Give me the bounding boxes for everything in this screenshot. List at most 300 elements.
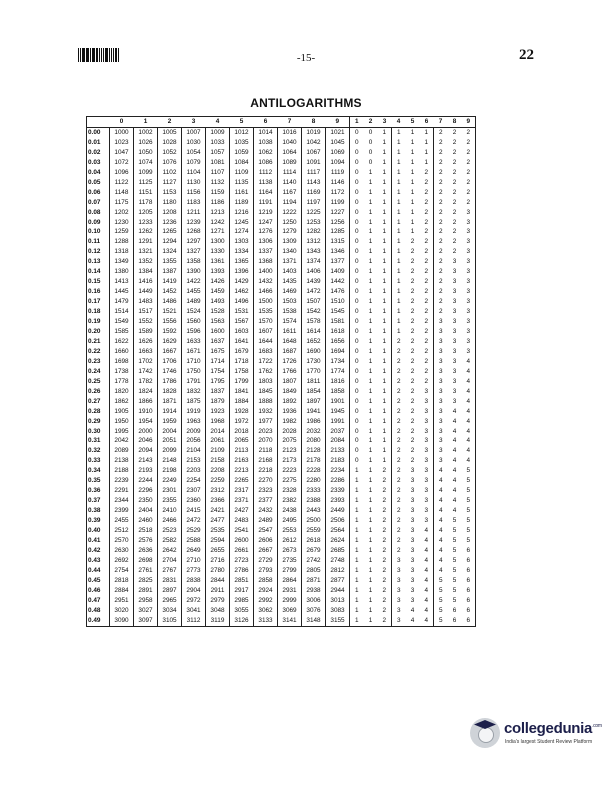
table-cell: 3	[392, 596, 406, 606]
row-label: 0.47	[87, 596, 110, 606]
table-cell: 1	[368, 178, 373, 186]
table-cell: 2388	[302, 496, 326, 506]
table-cell: 1377	[326, 257, 350, 267]
table-cell: 2296	[134, 486, 158, 496]
table-cell: 1968	[206, 417, 230, 427]
table-cell: 2	[392, 506, 406, 516]
column-header: 9	[326, 117, 350, 128]
table-cell: 1005	[158, 127, 182, 137]
table-cell: 1042	[302, 138, 326, 148]
row-label: 0.49	[87, 616, 110, 626]
table-cell: 2	[382, 566, 387, 574]
table-cell: 2393	[326, 496, 350, 506]
table-cell: 1225	[302, 208, 326, 218]
table-cell: 1	[350, 606, 364, 616]
table-cell: 4	[462, 417, 476, 427]
table-cell: 3069	[278, 606, 302, 616]
table-cell: 1435	[278, 277, 302, 287]
table-cell: 1125	[134, 178, 158, 188]
row-label: 0.36	[87, 486, 110, 496]
table-cell: 1556	[158, 317, 182, 327]
table-cell: 2	[434, 247, 448, 257]
table-cell: 1387	[158, 267, 182, 277]
table-cell: 3	[410, 556, 415, 564]
table-cell: 3	[410, 467, 415, 475]
table-cell: 1545	[326, 307, 350, 317]
table-cell: 1059	[230, 148, 254, 158]
table-cell: 2009	[182, 427, 206, 437]
table-cell: 2	[434, 208, 448, 218]
table-cell: 3	[434, 347, 448, 357]
table-cell: 2	[410, 278, 415, 286]
table-cell: 1153	[158, 188, 182, 198]
table-cell: 2477	[206, 516, 230, 526]
table-cell: 2	[382, 546, 387, 554]
table-cell: 1641	[230, 337, 254, 347]
table-cell: 3090	[110, 616, 134, 626]
table-cell: 3	[410, 517, 415, 525]
table-cell: 1567	[230, 317, 254, 327]
table-cell: 1507	[302, 297, 326, 307]
table-cell: 5	[462, 506, 476, 516]
table-cell: 4	[452, 437, 457, 445]
table-cell: 1000	[110, 127, 134, 137]
table-cell: 1742	[134, 367, 158, 377]
brand-tagline: India's largest Student Review Platform	[505, 739, 593, 745]
table-cell: 1	[382, 258, 387, 266]
table-cell: 5	[452, 586, 457, 594]
table-cell: 2	[462, 138, 476, 148]
table-cell: 1455	[182, 287, 206, 297]
table-cell: 2438	[278, 506, 302, 516]
table-cell: 2	[424, 318, 429, 326]
table-cell: 1770	[302, 367, 326, 377]
table-cell: 2891	[134, 586, 158, 596]
table-cell: 1683	[254, 347, 278, 357]
row-label: 0.22	[87, 347, 110, 357]
table-cell: 1	[382, 377, 387, 385]
table-cell: 1164	[254, 188, 278, 198]
table-cell: 2	[382, 487, 387, 495]
table-cell: 2710	[182, 556, 206, 566]
column-header: 2	[158, 117, 182, 128]
table-cell: 2594	[206, 536, 230, 546]
table-cell: 1197	[302, 198, 326, 208]
table-cell: 1928	[230, 407, 254, 417]
table-cell: 1084	[230, 158, 254, 168]
table-cell: 5	[434, 616, 448, 626]
table-row	[87, 327, 476, 337]
table-cell: 3	[424, 507, 429, 515]
table-cell: 0	[350, 208, 364, 218]
table-cell: 1862	[110, 397, 134, 407]
table-cell: 0	[350, 446, 364, 456]
table-cell: 5	[462, 526, 476, 536]
table-cell: 4	[424, 576, 429, 584]
table-cell: 2	[462, 198, 476, 208]
table-cell: 2667	[254, 546, 278, 556]
table-cell: 4	[424, 556, 429, 564]
table-cell: 1	[382, 208, 387, 216]
table-cell: 1156	[182, 188, 206, 198]
table-cell: 1337	[254, 247, 278, 257]
table-cell: 1	[368, 427, 373, 435]
table-cell: 2612	[278, 536, 302, 546]
table-cell: 2377	[254, 496, 278, 506]
table-cell: 1738	[110, 367, 134, 377]
table-cell: 4	[434, 466, 448, 476]
table-cell: 1297	[182, 237, 206, 247]
table-cell: 1	[368, 407, 373, 415]
table-cell: 1	[410, 208, 415, 216]
table-cell: 2904	[182, 586, 206, 596]
column-header: 7	[278, 117, 302, 128]
table-cell: 1169	[302, 188, 326, 198]
table-cell: 4	[434, 516, 448, 526]
table-cell: 1972	[230, 417, 254, 427]
table-cell: 1099	[134, 168, 158, 178]
table-cell: 2985	[230, 596, 254, 606]
table-cell: 1138	[254, 178, 278, 188]
table-cell: 1	[368, 228, 373, 236]
table-cell: 6	[452, 606, 457, 614]
table-cell: 3	[462, 267, 476, 277]
table-cell: 1	[392, 307, 406, 317]
table-cell: 3	[410, 596, 415, 604]
table-row	[87, 397, 476, 407]
table-cell: 1033	[206, 138, 230, 148]
table-cell: 2	[410, 268, 415, 276]
table-cell: 3006	[302, 596, 326, 606]
table-cell: 1064	[278, 148, 302, 158]
table-row	[87, 526, 476, 536]
table-cell: 3	[424, 417, 429, 425]
table-cell: 2679	[302, 546, 326, 556]
table-cell: 1439	[302, 277, 326, 287]
table-cell: 2767	[158, 566, 182, 576]
table-cell: 1148	[110, 188, 134, 198]
row-label: 0.29	[87, 417, 110, 427]
table-cell: 1	[410, 168, 415, 176]
table-cell: 1782	[134, 377, 158, 387]
table-cell: 1409	[326, 267, 350, 277]
table-cell: 1127	[158, 178, 182, 188]
table-cell: 2056	[182, 437, 206, 447]
table-cell: 3	[462, 347, 476, 357]
table-cell: 2523	[158, 526, 182, 536]
table-cell: 3	[434, 417, 448, 427]
table-row	[87, 377, 476, 387]
table-cell: 2032	[302, 427, 326, 437]
table-cell: 2864	[278, 576, 302, 586]
table-cell: 1016	[278, 127, 302, 137]
row-label: 0.43	[87, 556, 110, 566]
table-cell: 3	[452, 318, 457, 326]
table-cell: 2844	[206, 576, 230, 586]
table-cell: 1	[392, 237, 406, 247]
table-cell: 1	[368, 308, 373, 316]
table-row	[87, 516, 476, 526]
table-cell: 1300	[206, 237, 230, 247]
table-cell: 1	[368, 576, 373, 584]
table-cell: 0	[350, 337, 364, 347]
table-cell: 2	[392, 387, 406, 397]
table-cell: 2415	[182, 506, 206, 516]
table-cell: 1549	[110, 317, 134, 327]
table-cell: 1081	[206, 158, 230, 168]
table-cell: 2234	[326, 466, 350, 476]
table-cell: 1340	[278, 247, 302, 257]
table-cell: 1	[368, 497, 373, 505]
table-cell: 2	[410, 447, 415, 455]
table-cell: 1040	[278, 138, 302, 148]
table-cell: 2858	[254, 576, 278, 586]
table-cell: 1	[392, 277, 406, 287]
table-cell: 1265	[158, 227, 182, 237]
table-cell: 1172	[326, 188, 350, 198]
table-cell: 3	[452, 278, 457, 286]
table-cell: 1816	[326, 377, 350, 387]
table-cell: 1945	[326, 407, 350, 417]
table-cell: 1	[392, 168, 406, 178]
table-cell: 2924	[254, 586, 278, 596]
table-cell: 1	[382, 407, 387, 415]
table-cell: 1374	[302, 257, 326, 267]
table-cell: 2	[424, 288, 429, 296]
table-cell: 3	[434, 407, 448, 417]
table-cell: 1528	[206, 307, 230, 317]
table-cell: 2576	[134, 536, 158, 546]
column-header: 8	[448, 117, 462, 128]
table-row	[87, 218, 476, 228]
table-cell: 2	[392, 347, 406, 357]
table-cell: 3	[424, 487, 429, 495]
table-cell: 4	[452, 467, 457, 475]
table-cell: 4	[424, 586, 429, 594]
table-cell: 1045	[326, 138, 350, 148]
table-cell: 0	[350, 168, 364, 178]
table-cell: 1854	[302, 387, 326, 397]
table-cell: 2	[424, 268, 429, 276]
table-cell: 2218	[254, 466, 278, 476]
table-header-row	[87, 117, 476, 128]
table-cell: 1824	[134, 387, 158, 397]
table-cell: 2	[434, 198, 448, 208]
table-cell: 1489	[182, 297, 206, 307]
table-cell: 2178	[302, 456, 326, 466]
row-label: 0.18	[87, 307, 110, 317]
table-cell: 1	[382, 387, 387, 395]
table-row	[87, 466, 476, 476]
table-cell: 1479	[110, 297, 134, 307]
table-cell: 2	[382, 497, 387, 505]
table-cell: 1592	[158, 327, 182, 337]
table-cell: 2	[452, 168, 457, 176]
table-cell: 1500	[254, 297, 278, 307]
table-cell: 1472	[302, 287, 326, 297]
table-cell: 2254	[182, 476, 206, 486]
table-cell: 1253	[302, 218, 326, 228]
table-cell: 4	[434, 526, 448, 536]
table-cell: 2084	[326, 437, 350, 447]
table-cell: 2	[410, 367, 415, 375]
table-cell: 2559	[302, 526, 326, 536]
table-cell: 1	[382, 238, 387, 246]
table-cell: 1858	[326, 387, 350, 397]
table-cell: 6	[448, 616, 462, 626]
table-cell: 4	[406, 616, 420, 626]
table-cell: 2198	[158, 466, 182, 476]
table-cell: 6	[462, 616, 476, 626]
table-cell: 1	[392, 327, 406, 337]
table-cell: 3	[462, 327, 476, 337]
table-row	[87, 456, 476, 466]
table-cell: 1803	[254, 377, 278, 387]
table-cell: 2553	[278, 526, 302, 536]
table-cell: 1	[368, 477, 373, 485]
table-cell: 1	[350, 476, 364, 486]
table-cell: 1	[368, 198, 373, 206]
table-cell: 1236	[158, 218, 182, 228]
table-cell: 2685	[326, 546, 350, 556]
table-cell: 1	[350, 546, 364, 556]
table-cell: 2163	[230, 456, 254, 466]
table-cell: 1	[424, 158, 429, 166]
table-cell: 1510	[326, 297, 350, 307]
table-cell: 1143	[302, 178, 326, 188]
table-cell: 1923	[206, 407, 230, 417]
table-cell: 2	[424, 238, 429, 246]
table-cell: 3112	[182, 616, 206, 626]
table-cell: 0	[350, 158, 364, 168]
table-cell: 1052	[158, 148, 182, 158]
table-cell: 1074	[134, 158, 158, 168]
table-cell: 2239	[110, 476, 134, 486]
table-cell: 2	[424, 347, 429, 355]
column-header: 8	[302, 117, 326, 128]
table-cell: 2360	[182, 496, 206, 506]
table-cell: 2099	[158, 446, 182, 456]
table-cell: 2	[410, 427, 415, 435]
table-cell: 1	[382, 138, 387, 146]
table-cell: 1303	[230, 237, 254, 247]
table-cell: 5	[434, 596, 448, 606]
table-cell: 2259	[206, 476, 230, 486]
table-row	[87, 138, 476, 148]
table-cell: 1205	[134, 208, 158, 218]
table-cell: 1026	[134, 138, 158, 148]
table-cell: 2	[392, 496, 406, 506]
table-cell: 1986	[302, 417, 326, 427]
table-cell: 1096	[110, 168, 134, 178]
table-cell: 1	[410, 228, 415, 236]
table-cell: 1514	[110, 307, 134, 317]
table-cell: 4	[462, 357, 476, 367]
table-cell: 2	[434, 307, 448, 317]
table-cell: 1795	[206, 377, 230, 387]
table-cell: 2	[424, 327, 429, 335]
table-cell: 1	[382, 218, 387, 226]
table-cell: 3	[462, 307, 476, 317]
table-cell: 4	[462, 437, 476, 447]
table-cell: 1589	[134, 327, 158, 337]
table-cell: 4	[462, 427, 476, 437]
table-cell: 5	[462, 516, 476, 526]
table-cell: 1888	[254, 397, 278, 407]
table-cell: 0	[350, 327, 364, 337]
row-label: 0.26	[87, 387, 110, 397]
table-cell: 1828	[158, 387, 182, 397]
row-label: 0.19	[87, 317, 110, 327]
table-cell: 1274	[230, 227, 254, 237]
table-cell: 2	[462, 188, 476, 198]
table-cell: 2291	[110, 486, 134, 496]
table-cell: 1603	[230, 327, 254, 337]
table-cell: 1	[382, 347, 387, 355]
table-cell: 3	[424, 467, 429, 475]
table-cell: 1542	[302, 307, 326, 317]
table-cell: 1	[392, 287, 406, 297]
table-row	[87, 337, 476, 347]
table-row	[87, 367, 476, 377]
table-row	[87, 596, 476, 606]
table-cell: 1452	[158, 287, 182, 297]
table-cell: 3083	[326, 606, 350, 616]
table-cell: 1524	[182, 307, 206, 317]
table-cell: 1	[368, 298, 373, 306]
table-cell: 1531	[230, 307, 254, 317]
table-cell: 1	[368, 546, 373, 554]
table-cell: 6	[462, 596, 476, 606]
table-cell: 1242	[206, 218, 230, 228]
row-label: 0.31	[87, 437, 110, 447]
table-cell: 1560	[182, 317, 206, 327]
table-cell: 4	[452, 477, 457, 485]
row-label: 0.05	[87, 178, 110, 188]
table-row	[87, 586, 476, 596]
row-label: 0.12	[87, 247, 110, 257]
table-cell: 2489	[254, 516, 278, 526]
table-cell: 0	[350, 407, 364, 417]
table-cell: 1897	[302, 397, 326, 407]
row-label: 0.07	[87, 198, 110, 208]
table-cell: 2	[462, 127, 476, 137]
table-cell: 2	[434, 148, 448, 158]
table-cell: 3055	[230, 606, 254, 616]
table-cell: 2037	[326, 427, 350, 437]
table-cell: 2992	[254, 596, 278, 606]
table-cell: 1552	[134, 317, 158, 327]
table-cell: 1	[392, 188, 406, 198]
table-cell: 1175	[110, 198, 134, 208]
table-cell: 1	[382, 168, 387, 176]
table-cell: 0	[350, 267, 364, 277]
table-cell: 2979	[206, 596, 230, 606]
table-cell: 2	[410, 417, 415, 425]
table-cell: 1667	[158, 347, 182, 357]
table-cell: 1047	[110, 148, 134, 158]
row-label: 0.03	[87, 158, 110, 168]
table-cell: 1159	[206, 188, 230, 198]
row-label: 0.39	[87, 516, 110, 526]
table-cell: 2061	[206, 437, 230, 447]
column-header: 5	[230, 117, 254, 128]
table-cell: 2307	[182, 486, 206, 496]
table-cell: 3	[434, 437, 448, 447]
table-cell: 1285	[326, 227, 350, 237]
table-cell: 1330	[206, 247, 230, 257]
table-cell: 2339	[326, 486, 350, 496]
